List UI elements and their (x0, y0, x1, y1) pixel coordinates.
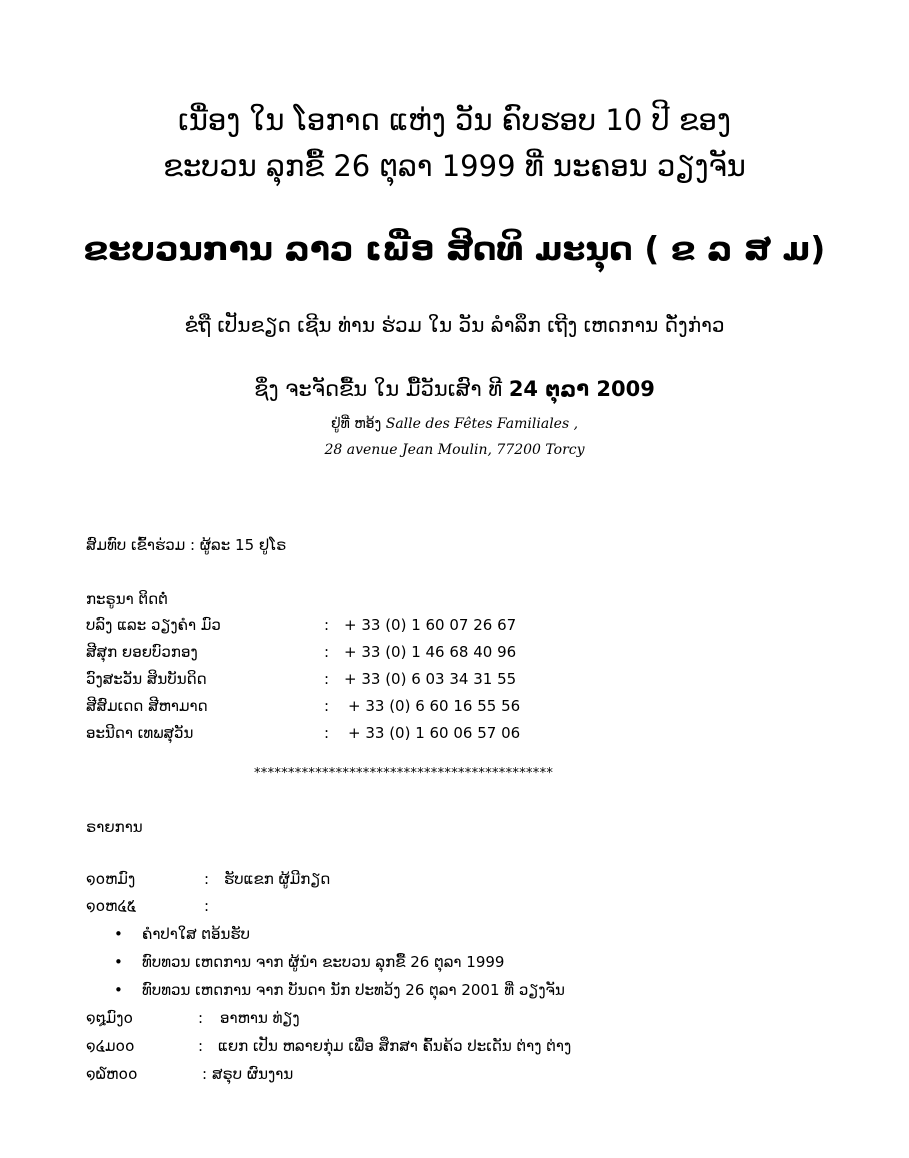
schedule-time: ໑໐ຫ໔໕ (86, 897, 137, 915)
contact-colon: : (324, 697, 330, 715)
contacts-title: ກະຣູນາ ຕິດຕໍ່ (86, 590, 168, 608)
contact-phone: + 33 (0) 1 46 68 40 96 (344, 643, 517, 661)
venue-line (0, 414, 909, 434)
schedule-colon: : (204, 897, 210, 915)
contact-colon: : (324, 643, 330, 661)
contact-colon: : (324, 616, 330, 634)
venue-prefix: ຢູ່ທີ່ ຫອ້ງ (330, 416, 382, 432)
event-date-line (0, 372, 909, 406)
bullet-dot-icon: • (114, 953, 123, 971)
schedule-desc: ອາຫານ ທ່ຽງ (220, 1009, 300, 1027)
schedule-time: ໑໘ມົງ໐ (86, 1009, 134, 1027)
schedule-colon: : (202, 1065, 208, 1083)
contact-phone: + 33 (0) 1 60 07 26 67 (344, 616, 517, 634)
schedule-colon: : (198, 1037, 204, 1055)
schedule-desc: ສຣຸບ ຜົນງານ (212, 1065, 294, 1083)
contact-colon: : (324, 724, 330, 742)
contact-name: ສີສົມເດດ ສີຫາມາດ (86, 697, 208, 715)
invitation-text: ຂໍຖື ເປັນຂຽດ ເຊີນ ທ່ານ ຮ່ວມ ໃນ ວັນ ລໍາລຶກ ເຖີງ ເຫດການ ດັ່ງກ່າວ (184, 313, 725, 337)
schedule-desc: ຮັບແຂກ ຜູ້ມີກຽດ (224, 870, 331, 888)
header-line-1: ເນື່ອງ ໃນ ໂອກາດ ແຫ່ງ ວັນ ຄົບຮອບ 10 ປີ ຂອງ (177, 103, 732, 137)
contact-phone: + 33 (0) 1 60 06 57 06 (348, 724, 521, 742)
contact-name: ວົງສະວັນ ສິນບັນດິດ (86, 670, 207, 688)
schedule-time: ໑໖ຫ໐໐ (86, 1065, 138, 1083)
schedule-desc: ແຍກ ເປັນ ຫລາຍກຸ່ມ ເພື່ອ ສຶກສາ ຄົ້ນຄ້ວ ປະເດັນ ຕ່າງ ຕ່າງ (218, 1037, 572, 1055)
contact-name: ອະນີດາ ເທພສຸວັນ (86, 724, 194, 742)
program-title: ຣາຍການ (86, 818, 143, 836)
header-line-2: ຂະບວນ ລຸກຂື້ 26 ຕຸລາ 1999 ທີ່ ນະຄອນ ວຽງຈັນ (163, 149, 746, 183)
separator-line: ******************************************** (254, 766, 554, 781)
bullet-dot-icon: • (114, 981, 123, 999)
bullet-dot-icon: • (114, 925, 123, 943)
schedule-colon: : (198, 1009, 204, 1027)
contact-colon: : (324, 670, 330, 688)
schedule-time: ໑໐ຫມົງ (86, 870, 136, 888)
participation-fee: ສົມທົບ ເຂົ້າຮ່ວມ : ຜູ້ລະ 15 ຢູໂຣ (86, 536, 287, 554)
schedule-colon: : (204, 870, 210, 888)
organization-title: ຂະບວນການ ລາວ ເພື່ອ ສິດທິ ມະນຸດ ( ຂ ລ ສ ມ) (83, 229, 826, 268)
bullet-text: ຄໍາປາໃສ ຕອ້ນຮັບ (142, 925, 251, 943)
schedule-time: ໑໔ມ໐໐ (86, 1037, 135, 1055)
venue-name: Salle des Fêtes Familiales , (385, 416, 579, 432)
bullet-text: ທົບທວນ ເຫດການ ຈາກ ບັນດາ ນັກ ປະທວ້ງ 26 ຕຸລາ 2001 ທີ່ ວຽງຈັນ (142, 981, 565, 999)
venue-address: 28 avenue Jean Moulin, 77200 Torcy (324, 442, 585, 458)
event-date-value: 24 ຕຸລາ 2009 (508, 377, 655, 401)
event-date-prefix: ຊຶ່ງ ຈະຈັດຂື້ນ ໃນ ມື້ວັນເສົາ ທີ (254, 377, 503, 401)
bullet-text: ທົບທວນ ເຫດການ ຈາກ ຜູ້ນໍາ ຂະບວນ ລຸກຂື້ 26 ຕຸລາ 1999 (142, 953, 505, 971)
contact-phone: + 33 (0) 6 60 16 55 56 (348, 697, 521, 715)
contact-name: ບລົງ ແລະ ວຽງຄໍາ ມົວ (86, 616, 221, 634)
contact-name: ສີສຸກ ຍອຍບົວກອງ (86, 643, 198, 661)
contact-phone: + 33 (0) 6 03 34 31 55 (344, 670, 517, 688)
